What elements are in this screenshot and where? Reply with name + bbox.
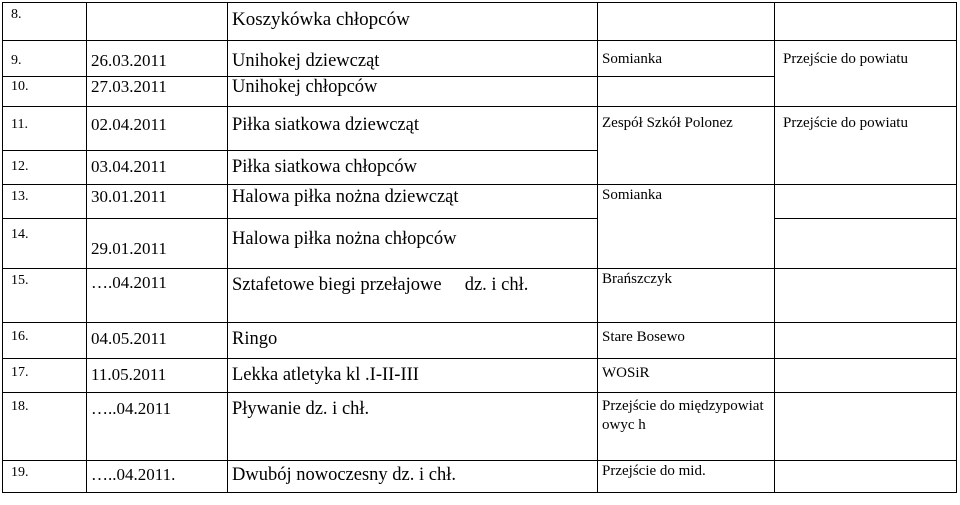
row-event: Lekka atletyka kl .I-II-III: [228, 359, 598, 393]
row-event: Koszykówka chłopców: [228, 3, 598, 41]
row-note: Przejście do powiatu: [775, 107, 957, 151]
table-row: [3, 3, 957, 41]
row-number: 10.: [3, 77, 87, 107]
row-note: [775, 3, 957, 41]
table-row: [3, 41, 957, 77]
row-event: Ringo: [228, 323, 598, 359]
row-date: [87, 3, 228, 41]
row-event: Dwubój nowoczesny dz. i chł.: [228, 461, 598, 493]
row-note: [775, 461, 957, 493]
row-number: 14.: [3, 219, 87, 269]
row-place: [598, 3, 775, 41]
row-event: Piłka siatkowa dziewcząt: [228, 107, 598, 151]
row-number: 17.: [3, 359, 87, 393]
table-row: [3, 219, 957, 269]
events-table: [2, 2, 957, 493]
row-event: Pływanie dz. i chł.: [228, 393, 598, 461]
row-date: 04.05.2011: [87, 323, 228, 359]
row-place: Przejście do mid.: [598, 461, 775, 493]
row-date: 29.01.2011: [87, 219, 228, 269]
row-event: Sztafetowe biegi przełajowe dz. i chł.: [228, 269, 598, 323]
table-row: [3, 151, 957, 185]
row-note: [775, 77, 957, 107]
table-row: [3, 269, 957, 323]
row-number: 12.: [3, 151, 87, 185]
row-note: [775, 151, 957, 185]
row-event: Unihokej dziewcząt: [228, 41, 598, 77]
row-place: Brańszczyk: [598, 269, 775, 323]
row-note: [775, 185, 957, 219]
row-place: Somianka: [598, 185, 775, 219]
row-place: Zespół Szkół Polonez: [598, 107, 775, 151]
row-date: …..04.2011.: [87, 461, 228, 493]
row-place: Przejście do międzypowiatowyc h: [598, 393, 775, 461]
row-place: WOSiR: [598, 359, 775, 393]
row-note: [775, 269, 957, 323]
row-place: [598, 151, 775, 185]
row-event: Halowa piłka nożna dziewcząt: [228, 185, 598, 219]
row-date: 03.04.2011: [87, 151, 228, 185]
row-date: 27.03.2011: [87, 77, 228, 107]
row-number: 13.: [3, 185, 87, 219]
table-row: [3, 185, 957, 219]
table-row: [3, 77, 957, 107]
row-place: Stare Bosewo: [598, 323, 775, 359]
row-number: 16.: [3, 323, 87, 359]
table-row: [3, 461, 957, 493]
row-date: 11.05.2011: [87, 359, 228, 393]
row-place: Somianka: [598, 41, 775, 77]
table-row: [3, 107, 957, 151]
table-row: [3, 359, 957, 393]
row-note: Przejście do powiatu: [775, 41, 957, 77]
row-event: Halowa piłka nożna chłopców: [228, 219, 598, 269]
row-date: 02.04.2011: [87, 107, 228, 151]
row-place: [598, 219, 775, 269]
table-row: [3, 323, 957, 359]
row-number: 8.: [3, 3, 87, 41]
row-date: ….04.2011: [87, 269, 228, 323]
row-number: 9.: [3, 41, 87, 77]
row-note: [775, 323, 957, 359]
row-note: [775, 359, 957, 393]
row-event: Piłka siatkowa chłopców: [228, 151, 598, 185]
row-number: 18.: [3, 393, 87, 461]
row-note: [775, 393, 957, 461]
row-number: 19.: [3, 461, 87, 493]
row-note: [775, 219, 957, 269]
row-event: Unihokej chłopców: [228, 77, 598, 107]
row-number: 15.: [3, 269, 87, 323]
row-number: 11.: [3, 107, 87, 151]
row-place: [598, 77, 775, 107]
row-date: …..04.2011: [87, 393, 228, 461]
row-date: 30.01.2011: [87, 185, 228, 219]
row-date: 26.03.2011: [87, 41, 228, 77]
table-row: [3, 393, 957, 461]
